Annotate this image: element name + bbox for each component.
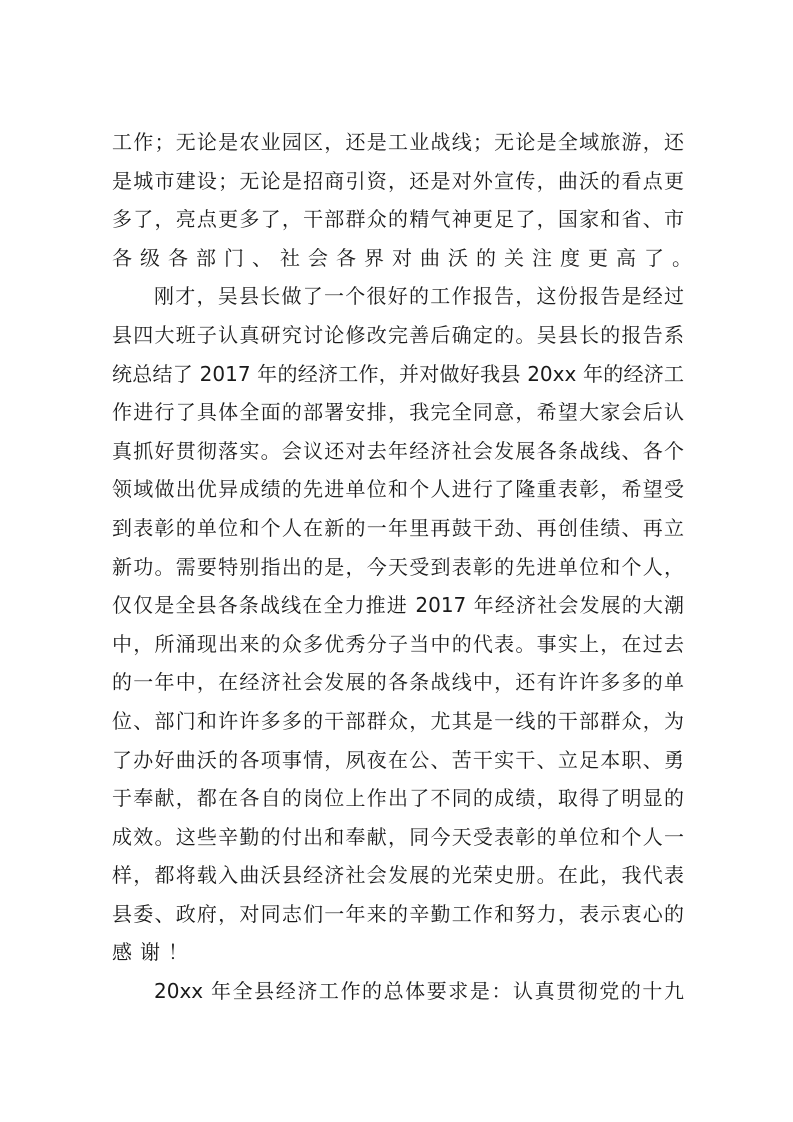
text-line: 领域做出优异成绩的先进单位和个人进行了隆重表彰，希望受 xyxy=(112,477,684,502)
text-line: 到表彰的单位和个人在新的一年里再鼓干劲、再创佳绩、再立 xyxy=(112,515,684,540)
text-line: 作进行了具体全面的部署安排，我完全同意，希望大家会后认 xyxy=(112,400,684,425)
text-line: 的一年中，在经济社会发展的各条战线中，还有许许多多的单 xyxy=(112,670,684,695)
text-line: 刚才，吴县长做了一个很好的工作报告，这份报告是经过 xyxy=(154,284,684,309)
text-line: 样，都将载入曲沃县经济社会发展的光荣史册。在此，我代表 xyxy=(112,863,684,888)
text-line: 县四大班子认真研究讨论修改完善后确定的。吴县长的报告系 xyxy=(112,322,684,347)
text-line: 各级各部门、社会各界对曲沃的关注度更高了。 xyxy=(112,245,700,270)
text-line: 统总结了 2017 年的经济工作，并对做好我县 20xx 年的经济工 xyxy=(112,361,684,386)
text-line: 工作；无论是农业园区，还是工业战线；无论是全域旅游，还 xyxy=(112,130,684,154)
text-line: 成效。这些辛勤的付出和奉献，同今天受表彰的单位和个人一 xyxy=(112,824,684,849)
text-line: 真抓好贯彻落实。会议还对去年经济社会发展各条战线、各个 xyxy=(112,438,684,463)
text-line: 于奉献，都在各自的岗位上作出了不同的成绩，取得了明显的 xyxy=(112,786,684,811)
text-line: 新功。需要特别指出的是，今天受到表彰的先进单位和个人， xyxy=(112,554,684,579)
text-line: 多了，亮点更多了，干部群众的精气神更足了，国家和省、市 xyxy=(112,207,684,232)
text-line: 感谢！ xyxy=(112,940,196,965)
text-line: 中，所涌现出来的众多优秀分子当中的代表。事实上，在过去 xyxy=(112,631,684,656)
text-line: 是城市建设；无论是招商引资，还是对外宣传，曲沃的看点更 xyxy=(112,168,684,193)
text-line: 县委、政府，对同志们一年来的辛勤工作和努力，表示衷心的 xyxy=(112,901,684,926)
text-line: 了办好曲沃的各项事情，夙夜在公、苦干实干、立足本职、勇 xyxy=(112,747,684,772)
text-line: 仅仅是全县各条战线在全力推进 2017 年经济社会发展的大潮 xyxy=(112,593,684,618)
text-line: 20xx 年全县经济工作的总体要求是：认真贯彻党的十九 xyxy=(154,979,684,1004)
document-body xyxy=(112,123,700,1011)
text-line: 位、部门和许许多多的干部群众，尤其是一线的干部群众，为 xyxy=(112,708,684,733)
